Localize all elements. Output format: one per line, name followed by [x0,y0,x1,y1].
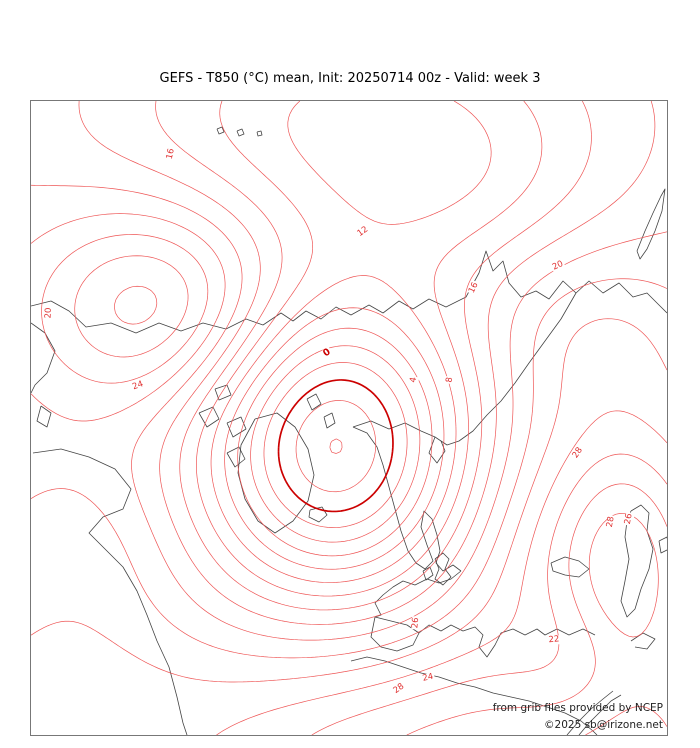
contour-labels-layer [31,101,667,735]
credit-copyright: ©2025 sb@irizone.net [544,719,663,731]
contour-label: 24 [421,671,435,684]
contour-label: 22 [548,634,560,646]
contour-label: 28 [570,445,585,461]
contour-label: 12 [355,224,371,239]
contour-label: 28 [391,681,407,696]
contour-label: 26 [410,617,422,629]
contour-label: 16 [164,147,177,161]
contour-label: 0 [320,346,333,360]
contour-label: 28 [604,515,617,529]
contour-label: 20 [550,258,565,273]
contour-label: 8 [444,376,456,384]
map-frame [30,100,668,736]
contour-label: 16 [466,280,481,295]
chart-title: GEFS - T850 (°C) mean, Init: 20250714 00z - Valid: week 3 [159,71,541,86]
contour-label: 26 [622,512,635,526]
contour-label: 4 [408,376,420,384]
contour-label: 20 [43,307,54,319]
credit-ncep: from grib files provided by NCEP [492,702,663,714]
contour-label: 24 [131,379,145,393]
